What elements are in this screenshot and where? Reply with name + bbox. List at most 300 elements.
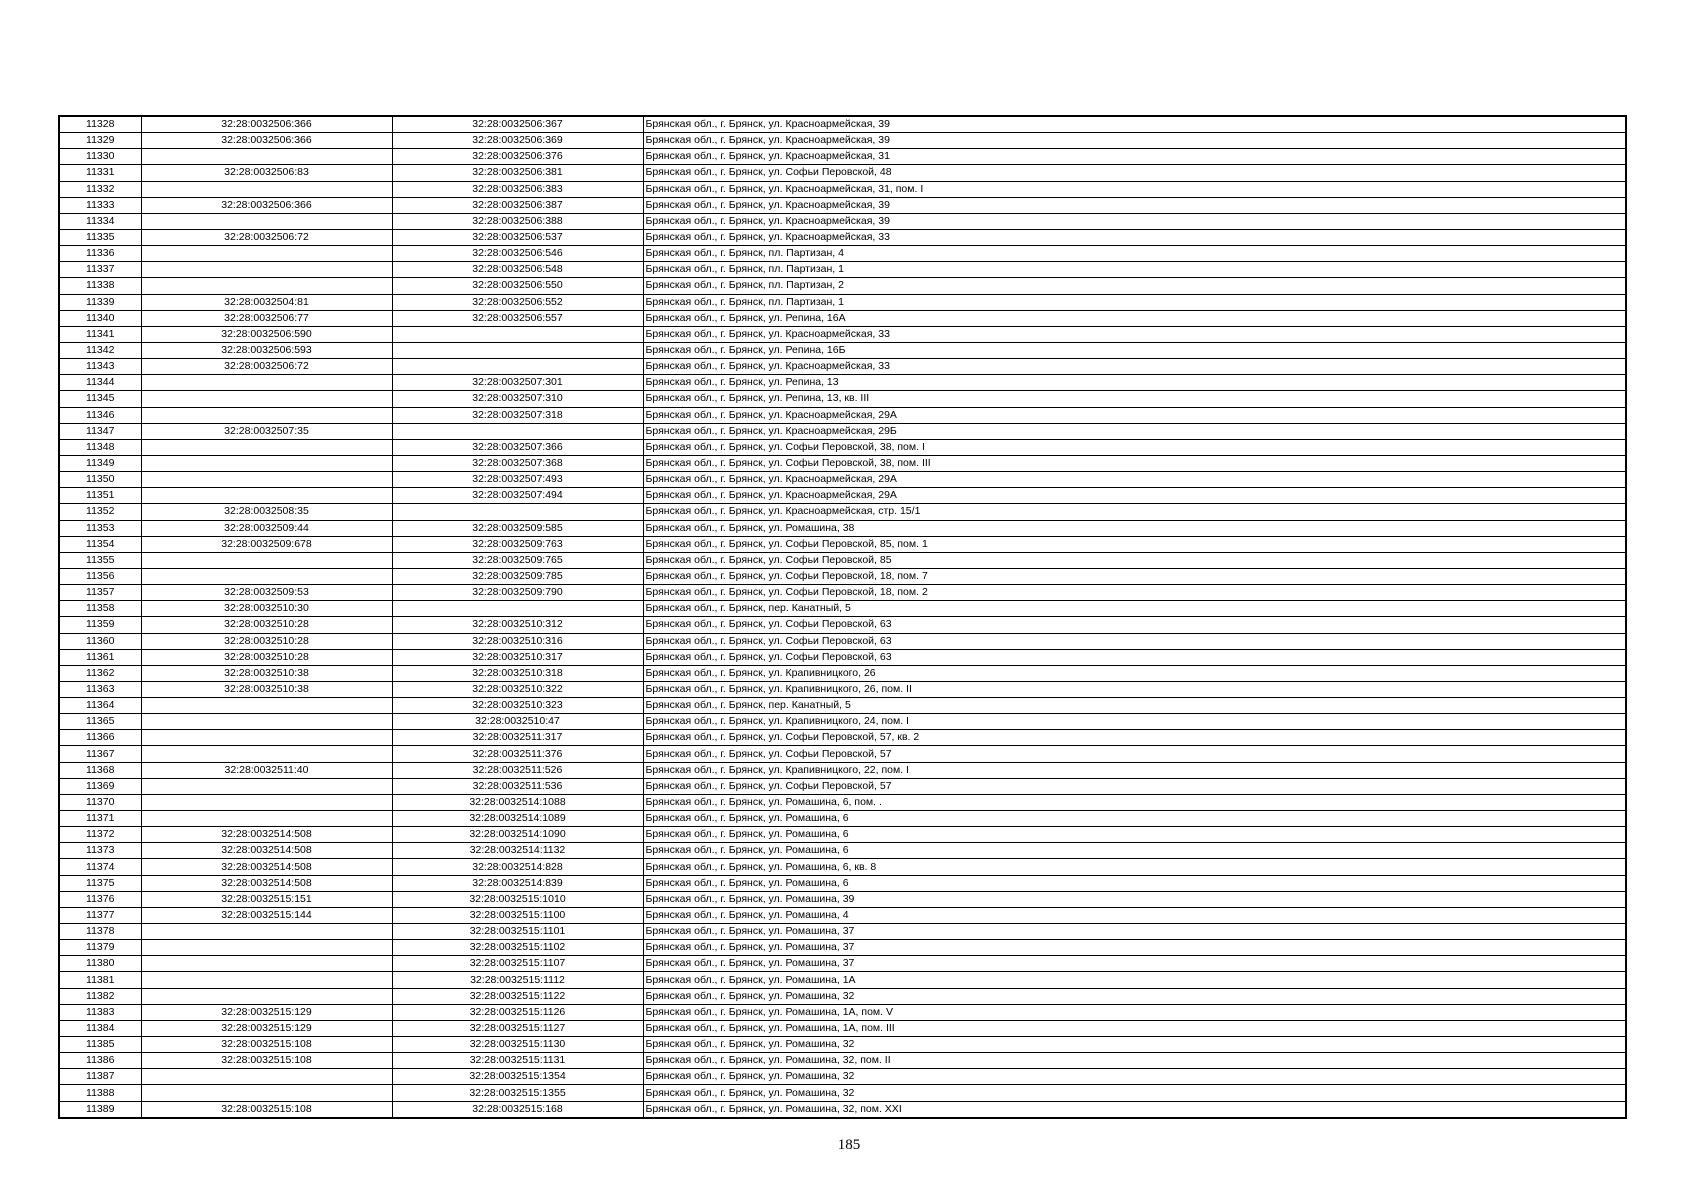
cadastral-number-cell: 32:28:0032511:526 <box>392 762 643 778</box>
parent-cadastral-number-cell <box>141 940 392 956</box>
row-number-cell: 11337 <box>59 262 141 278</box>
parent-cadastral-number-cell <box>141 1069 392 1085</box>
address-cell: Брянская обл., г. Брянск, ул. Ромашина, 32 <box>643 988 1626 1004</box>
address-cell: Брянская обл., г. Брянск, ул. Софьи Перовской, 63 <box>643 617 1626 633</box>
table-row <box>59 1004 1626 1020</box>
cadastral-number-cell: 32:28:0032514:1088 <box>392 794 643 810</box>
table-row <box>59 972 1626 988</box>
table-row <box>59 391 1626 407</box>
page-number: 185 <box>837 1137 861 1153</box>
table-row <box>59 681 1626 697</box>
cadastral-table <box>58 115 1627 1119</box>
table-row <box>59 601 1626 617</box>
row-number-cell: 11380 <box>59 956 141 972</box>
parent-cadastral-number-cell: 32:28:0032506:83 <box>141 165 392 181</box>
table-row <box>59 843 1626 859</box>
parent-cadastral-number-cell <box>141 746 392 762</box>
address-cell: Брянская обл., г. Брянск, ул. Ромашина, 4 <box>643 907 1626 923</box>
row-number-cell: 11366 <box>59 730 141 746</box>
table-row <box>59 504 1626 520</box>
row-number-cell: 11358 <box>59 601 141 617</box>
parent-cadastral-number-cell <box>141 472 392 488</box>
cadastral-number-cell: 32:28:0032507:366 <box>392 439 643 455</box>
table-row <box>59 633 1626 649</box>
parent-cadastral-number-cell <box>141 568 392 584</box>
parent-cadastral-number-cell <box>141 1085 392 1101</box>
table-row <box>59 698 1626 714</box>
table-row <box>59 714 1626 730</box>
cadastral-number-cell: 32:28:0032506:369 <box>392 133 643 149</box>
row-number-cell: 11353 <box>59 520 141 536</box>
row-number-cell: 11368 <box>59 762 141 778</box>
cadastral-number-cell: 32:28:0032509:765 <box>392 552 643 568</box>
cadastral-number-cell: 32:28:0032515:1100 <box>392 907 643 923</box>
cadastral-number-cell: 32:28:0032510:318 <box>392 665 643 681</box>
parent-cadastral-number-cell <box>141 956 392 972</box>
parent-cadastral-number-cell: 32:28:0032510:38 <box>141 681 392 697</box>
table-row <box>59 1037 1626 1053</box>
cadastral-number-cell: 32:28:0032506:383 <box>392 181 643 197</box>
row-number-cell: 11381 <box>59 972 141 988</box>
table-row <box>59 278 1626 294</box>
table-row <box>59 229 1626 245</box>
row-number-cell: 11367 <box>59 746 141 762</box>
address-cell: Брянская обл., г. Брянск, ул. Ромашина, 37 <box>643 956 1626 972</box>
address-cell: Брянская обл., г. Брянск, пл. Партизан, 1 <box>643 294 1626 310</box>
row-number-cell: 11339 <box>59 294 141 310</box>
cadastral-number-cell: 32:28:0032511:317 <box>392 730 643 746</box>
row-number-cell: 11352 <box>59 504 141 520</box>
address-cell: Брянская обл., г. Брянск, ул. Репина, 13, кв. III <box>643 391 1626 407</box>
cadastral-number-cell: 32:28:0032515:1102 <box>392 940 643 956</box>
cadastral-number-cell: 32:28:0032511:536 <box>392 778 643 794</box>
address-cell: Брянская обл., г. Брянск, ул. Крапивницкого, 26, пом. II <box>643 681 1626 697</box>
table-row <box>59 439 1626 455</box>
parent-cadastral-number-cell: 32:28:0032506:77 <box>141 310 392 326</box>
address-cell: Брянская обл., г. Брянск, ул. Ромашина, 1А, пом. V <box>643 1004 1626 1020</box>
parent-cadastral-number-cell: 32:28:0032506:590 <box>141 326 392 342</box>
cadastral-number-cell: 32:28:0032515:168 <box>392 1101 643 1118</box>
parent-cadastral-number-cell: 32:28:0032506:366 <box>141 133 392 149</box>
row-number-cell: 11384 <box>59 1020 141 1036</box>
address-cell: Брянская обл., г. Брянск, ул. Красноармейская, 39 <box>643 116 1626 133</box>
cadastral-number-cell: 32:28:0032514:839 <box>392 875 643 891</box>
table-row <box>59 133 1626 149</box>
address-cell: Брянская обл., г. Брянск, ул. Ромашина, 39 <box>643 891 1626 907</box>
cadastral-number-cell: 32:28:0032511:376 <box>392 746 643 762</box>
table-row <box>59 262 1626 278</box>
row-number-cell: 11341 <box>59 326 141 342</box>
address-cell: Брянская обл., г. Брянск, ул. Ромашина, 37 <box>643 924 1626 940</box>
address-cell: Брянская обл., г. Брянск, ул. Красноармейская, 31, пом. I <box>643 181 1626 197</box>
row-number-cell: 11359 <box>59 617 141 633</box>
table-row <box>59 472 1626 488</box>
address-cell: Брянская обл., г. Брянск, ул. Софьи Перовской, 38, пом. III <box>643 455 1626 471</box>
address-cell: Брянская обл., г. Брянск, ул. Ромашина, 6 <box>643 827 1626 843</box>
table-row <box>59 1020 1626 1036</box>
row-number-cell: 11377 <box>59 907 141 923</box>
address-cell: Брянская обл., г. Брянск, ул. Софьи Перовской, 63 <box>643 633 1626 649</box>
parent-cadastral-number-cell <box>141 778 392 794</box>
row-number-cell: 11383 <box>59 1004 141 1020</box>
table-row <box>59 568 1626 584</box>
address-cell: Брянская обл., г. Брянск, ул. Софьи Перовской, 57 <box>643 746 1626 762</box>
parent-cadastral-number-cell <box>141 924 392 940</box>
table-row <box>59 907 1626 923</box>
address-cell: Брянская обл., г. Брянск, ул. Ромашина, 6 <box>643 875 1626 891</box>
parent-cadastral-number-cell: 32:28:0032510:28 <box>141 649 392 665</box>
table-row <box>59 359 1626 375</box>
row-number-cell: 11360 <box>59 633 141 649</box>
address-cell: Брянская обл., г. Брянск, ул. Ромашина, 32, пом. II <box>643 1053 1626 1069</box>
address-cell: Брянская обл., г. Брянск, ул. Красноармейская, 29А <box>643 407 1626 423</box>
row-number-cell: 11363 <box>59 681 141 697</box>
row-number-cell: 11389 <box>59 1101 141 1118</box>
cadastral-number-cell: 32:28:0032506:387 <box>392 197 643 213</box>
address-cell: Брянская обл., г. Брянск, ул. Софьи Перовской, 85 <box>643 552 1626 568</box>
parent-cadastral-number-cell <box>141 149 392 165</box>
row-number-cell: 11338 <box>59 278 141 294</box>
parent-cadastral-number-cell: 32:28:0032515:108 <box>141 1053 392 1069</box>
row-number-cell: 11362 <box>59 665 141 681</box>
cadastral-number-cell: 32:28:0032515:1130 <box>392 1037 643 1053</box>
address-cell: Брянская обл., г. Брянск, ул. Красноармейская, 31 <box>643 149 1626 165</box>
cadastral-number-cell: 32:28:0032510:317 <box>392 649 643 665</box>
address-cell: Брянская обл., г. Брянск, ул. Крапивницкого, 22, пом. I <box>643 762 1626 778</box>
table-row <box>59 149 1626 165</box>
cadastral-number-cell: 32:28:0032509:763 <box>392 536 643 552</box>
cadastral-number-cell: 32:28:0032507:301 <box>392 375 643 391</box>
cadastral-number-cell: 32:28:0032507:310 <box>392 391 643 407</box>
cadastral-number-cell: 32:28:0032514:828 <box>392 859 643 875</box>
table-row <box>59 585 1626 601</box>
cadastral-number-cell: 32:28:0032515:1131 <box>392 1053 643 1069</box>
table-row <box>59 294 1626 310</box>
address-cell: Брянская обл., г. Брянск, ул. Крапивницкого, 24, пом. I <box>643 714 1626 730</box>
parent-cadastral-number-cell: 32:28:0032509:678 <box>141 536 392 552</box>
table-row <box>59 1069 1626 1085</box>
row-number-cell: 11376 <box>59 891 141 907</box>
table-row <box>59 552 1626 568</box>
address-cell: Брянская обл., г. Брянск, пер. Канатный, 5 <box>643 698 1626 714</box>
parent-cadastral-number-cell <box>141 972 392 988</box>
cadastral-number-cell <box>392 342 643 358</box>
parent-cadastral-number-cell: 32:28:0032504:81 <box>141 294 392 310</box>
table-row <box>59 520 1626 536</box>
address-cell: Брянская обл., г. Брянск, ул. Ромашина, 32 <box>643 1085 1626 1101</box>
table-row <box>59 165 1626 181</box>
address-cell: Брянская обл., г. Брянск, ул. Красноармейская, 29Б <box>643 423 1626 439</box>
table-row <box>59 488 1626 504</box>
cadastral-number-cell: 32:28:0032514:1089 <box>392 811 643 827</box>
cadastral-number-cell <box>392 423 643 439</box>
table-row <box>59 746 1626 762</box>
table-row <box>59 375 1626 391</box>
address-cell: Брянская обл., г. Брянск, ул. Репина, 16А <box>643 310 1626 326</box>
parent-cadastral-number-cell: 32:28:0032509:53 <box>141 585 392 601</box>
parent-cadastral-number-cell <box>141 794 392 810</box>
row-number-cell: 11331 <box>59 165 141 181</box>
table-row <box>59 246 1626 262</box>
row-number-cell: 11342 <box>59 342 141 358</box>
parent-cadastral-number-cell: 32:28:0032514:508 <box>141 827 392 843</box>
row-number-cell: 11371 <box>59 811 141 827</box>
address-cell: Брянская обл., г. Брянск, ул. Красноармейская, 39 <box>643 133 1626 149</box>
table-row <box>59 326 1626 342</box>
table-row <box>59 455 1626 471</box>
address-cell: Брянская обл., г. Брянск, ул. Ромашина, 6 <box>643 843 1626 859</box>
address-cell: Брянская обл., г. Брянск, ул. Ромашина, 6 <box>643 811 1626 827</box>
cadastral-number-cell: 32:28:0032506:548 <box>392 262 643 278</box>
cadastral-number-cell: 32:28:0032514:1090 <box>392 827 643 843</box>
table-row <box>59 875 1626 891</box>
table-row <box>59 762 1626 778</box>
parent-cadastral-number-cell: 32:28:0032514:508 <box>141 875 392 891</box>
row-number-cell: 11374 <box>59 859 141 875</box>
row-number-cell: 11369 <box>59 778 141 794</box>
table-row <box>59 213 1626 229</box>
parent-cadastral-number-cell: 32:28:0032506:72 <box>141 359 392 375</box>
address-cell: Брянская обл., г. Брянск, ул. Ромашина, 32, пом. XXI <box>643 1101 1626 1118</box>
address-cell: Брянская обл., г. Брянск, пл. Партизан, 1 <box>643 262 1626 278</box>
parent-cadastral-number-cell: 32:28:0032510:28 <box>141 617 392 633</box>
cadastral-number-cell <box>392 359 643 375</box>
address-cell: Брянская обл., г. Брянск, ул. Красноармейская, 29А <box>643 472 1626 488</box>
row-number-cell: 11387 <box>59 1069 141 1085</box>
cadastral-number-cell: 32:28:0032507:493 <box>392 472 643 488</box>
table-row <box>59 827 1626 843</box>
address-cell: Брянская обл., г. Брянск, ул. Софьи Перовской, 18, пом. 7 <box>643 568 1626 584</box>
cadastral-number-cell <box>392 601 643 617</box>
row-number-cell: 11340 <box>59 310 141 326</box>
table-row <box>59 956 1626 972</box>
parent-cadastral-number-cell <box>141 698 392 714</box>
row-number-cell: 11382 <box>59 988 141 1004</box>
cadastral-number-cell: 32:28:0032506:537 <box>392 229 643 245</box>
cadastral-number-cell <box>392 326 643 342</box>
address-cell: Брянская обл., г. Брянск, ул. Красноармейская, 33 <box>643 229 1626 245</box>
row-number-cell: 11386 <box>59 1053 141 1069</box>
cadastral-number-cell: 32:28:0032515:1101 <box>392 924 643 940</box>
address-cell: Брянская обл., г. Брянск, ул. Красноармейская, 33 <box>643 326 1626 342</box>
address-cell: Брянская обл., г. Брянск, ул. Ромашина, 32 <box>643 1069 1626 1085</box>
row-number-cell: 11355 <box>59 552 141 568</box>
row-number-cell: 11346 <box>59 407 141 423</box>
parent-cadastral-number-cell: 32:28:0032515:129 <box>141 1020 392 1036</box>
parent-cadastral-number-cell: 32:28:0032515:129 <box>141 1004 392 1020</box>
parent-cadastral-number-cell: 32:28:0032515:108 <box>141 1101 392 1118</box>
cadastral-number-cell: 32:28:0032515:1126 <box>392 1004 643 1020</box>
parent-cadastral-number-cell <box>141 262 392 278</box>
row-number-cell: 11343 <box>59 359 141 375</box>
cadastral-number-cell: 32:28:0032515:1354 <box>392 1069 643 1085</box>
parent-cadastral-number-cell: 32:28:0032515:151 <box>141 891 392 907</box>
parent-cadastral-number-cell <box>141 246 392 262</box>
table-row <box>59 1053 1626 1069</box>
cadastral-number-cell: 32:28:0032509:585 <box>392 520 643 536</box>
parent-cadastral-number-cell <box>141 488 392 504</box>
parent-cadastral-number-cell <box>141 439 392 455</box>
row-number-cell: 11348 <box>59 439 141 455</box>
cadastral-number-cell: 32:28:0032510:323 <box>392 698 643 714</box>
row-number-cell: 11351 <box>59 488 141 504</box>
cadastral-number-cell: 32:28:0032515:1355 <box>392 1085 643 1101</box>
address-cell: Брянская обл., г. Брянск, ул. Крапивницкого, 26 <box>643 665 1626 681</box>
cadastral-number-cell: 32:28:0032506:552 <box>392 294 643 310</box>
parent-cadastral-number-cell <box>141 375 392 391</box>
row-number-cell: 11365 <box>59 714 141 730</box>
table-row <box>59 1101 1626 1118</box>
row-number-cell: 11372 <box>59 827 141 843</box>
table-row <box>59 730 1626 746</box>
parent-cadastral-number-cell: 32:28:0032506:366 <box>141 197 392 213</box>
cadastral-number-cell: 32:28:0032510:312 <box>392 617 643 633</box>
cadastral-number-cell: 32:28:0032506:376 <box>392 149 643 165</box>
row-number-cell: 11370 <box>59 794 141 810</box>
cadastral-number-cell: 32:28:0032507:494 <box>392 488 643 504</box>
address-cell: Брянская обл., г. Брянск, пл. Партизан, 4 <box>643 246 1626 262</box>
cadastral-number-cell: 32:28:0032515:1107 <box>392 956 643 972</box>
cadastral-number-cell: 32:28:0032515:1010 <box>392 891 643 907</box>
parent-cadastral-number-cell: 32:28:0032511:40 <box>141 762 392 778</box>
address-cell: Брянская обл., г. Брянск, ул. Софьи Перовской, 38, пом. I <box>643 439 1626 455</box>
table-row <box>59 181 1626 197</box>
parent-cadastral-number-cell: 32:28:0032510:28 <box>141 633 392 649</box>
table-row <box>59 536 1626 552</box>
parent-cadastral-number-cell: 32:28:0032506:72 <box>141 229 392 245</box>
address-cell: Брянская обл., г. Брянск, ул. Репина, 13 <box>643 375 1626 391</box>
parent-cadastral-number-cell: 32:28:0032510:38 <box>141 665 392 681</box>
parent-cadastral-number-cell <box>141 988 392 1004</box>
row-number-cell: 11379 <box>59 940 141 956</box>
table-row <box>59 940 1626 956</box>
cadastral-number-cell: 32:28:0032506:388 <box>392 213 643 229</box>
table-row <box>59 924 1626 940</box>
table-row <box>59 310 1626 326</box>
row-number-cell: 11345 <box>59 391 141 407</box>
parent-cadastral-number-cell: 32:28:0032506:593 <box>141 342 392 358</box>
cadastral-number-cell: 32:28:0032510:316 <box>392 633 643 649</box>
address-cell: Брянская обл., г. Брянск, ул. Ромашина, 37 <box>643 940 1626 956</box>
cadastral-number-cell: 32:28:0032506:381 <box>392 165 643 181</box>
address-cell: Брянская обл., г. Брянск, ул. Ромашина, 32 <box>643 1037 1626 1053</box>
row-number-cell: 11373 <box>59 843 141 859</box>
row-number-cell: 11336 <box>59 246 141 262</box>
row-number-cell: 11364 <box>59 698 141 714</box>
parent-cadastral-number-cell: 32:28:0032507:35 <box>141 423 392 439</box>
cadastral-number-cell: 32:28:0032509:785 <box>392 568 643 584</box>
cadastral-number-cell: 32:28:0032506:546 <box>392 246 643 262</box>
parent-cadastral-number-cell: 32:28:0032509:44 <box>141 520 392 536</box>
row-number-cell: 11388 <box>59 1085 141 1101</box>
table-row <box>59 1085 1626 1101</box>
table-row <box>59 778 1626 794</box>
table-row <box>59 423 1626 439</box>
address-cell: Брянская обл., г. Брянск, ул. Красноармейская, стр. 15/1 <box>643 504 1626 520</box>
cadastral-number-cell: 32:28:0032509:790 <box>392 585 643 601</box>
parent-cadastral-number-cell <box>141 391 392 407</box>
address-cell: Брянская обл., г. Брянск, ул. Софьи Перовской, 85, пом. 1 <box>643 536 1626 552</box>
address-cell: Брянская обл., г. Брянск, ул. Репина, 16Б <box>643 342 1626 358</box>
parent-cadastral-number-cell <box>141 714 392 730</box>
address-cell: Брянская обл., г. Брянск, ул. Красноармейская, 39 <box>643 197 1626 213</box>
table-row <box>59 116 1626 133</box>
parent-cadastral-number-cell: 32:28:0032515:108 <box>141 1037 392 1053</box>
cadastral-number-cell: 32:28:0032506:367 <box>392 116 643 133</box>
table-row <box>59 197 1626 213</box>
parent-cadastral-number-cell <box>141 730 392 746</box>
address-cell: Брянская обл., г. Брянск, ул. Софьи Перовской, 57, кв. 2 <box>643 730 1626 746</box>
parent-cadastral-number-cell: 32:28:0032508:35 <box>141 504 392 520</box>
row-number-cell: 11350 <box>59 472 141 488</box>
address-cell: Брянская обл., г. Брянск, ул. Софьи Перовской, 57 <box>643 778 1626 794</box>
table-row <box>59 859 1626 875</box>
table-row <box>59 891 1626 907</box>
parent-cadastral-number-cell: 32:28:0032515:144 <box>141 907 392 923</box>
cadastral-number-cell: 32:28:0032507:368 <box>392 455 643 471</box>
row-number-cell: 11334 <box>59 213 141 229</box>
parent-cadastral-number-cell <box>141 278 392 294</box>
cadastral-number-cell: 32:28:0032514:1132 <box>392 843 643 859</box>
cadastral-number-cell: 32:28:0032506:550 <box>392 278 643 294</box>
parent-cadastral-number-cell: 32:28:0032510:30 <box>141 601 392 617</box>
cadastral-number-cell: 32:28:0032507:318 <box>392 407 643 423</box>
parent-cadastral-number-cell: 32:28:0032514:508 <box>141 859 392 875</box>
table-row <box>59 407 1626 423</box>
row-number-cell: 11330 <box>59 149 141 165</box>
cadastral-number-cell <box>392 504 643 520</box>
parent-cadastral-number-cell <box>141 455 392 471</box>
parent-cadastral-number-cell: 32:28:0032514:508 <box>141 843 392 859</box>
row-number-cell: 11332 <box>59 181 141 197</box>
address-cell: Брянская обл., г. Брянск, ул. Софьи Перовской, 63 <box>643 649 1626 665</box>
parent-cadastral-number-cell <box>141 181 392 197</box>
table-row <box>59 665 1626 681</box>
address-cell: Брянская обл., г. Брянск, ул. Красноармейская, 29А <box>643 488 1626 504</box>
cadastral-number-cell: 32:28:0032510:322 <box>392 681 643 697</box>
row-number-cell: 11378 <box>59 924 141 940</box>
parent-cadastral-number-cell <box>141 407 392 423</box>
table-row <box>59 811 1626 827</box>
address-cell: Брянская обл., г. Брянск, ул. Ромашина, 1А <box>643 972 1626 988</box>
table-row <box>59 794 1626 810</box>
table-row <box>59 342 1626 358</box>
cadastral-number-cell: 32:28:0032510:47 <box>392 714 643 730</box>
table-row <box>59 617 1626 633</box>
cadastral-number-cell: 32:28:0032515:1127 <box>392 1020 643 1036</box>
row-number-cell: 11354 <box>59 536 141 552</box>
row-number-cell: 11333 <box>59 197 141 213</box>
table-row <box>59 988 1626 1004</box>
address-cell: Брянская обл., г. Брянск, ул. Ромашина, 6, пом. . <box>643 794 1626 810</box>
address-cell: Брянская обл., г. Брянск, пл. Партизан, 2 <box>643 278 1626 294</box>
row-number-cell: 11329 <box>59 133 141 149</box>
cadastral-number-cell: 32:28:0032515:1112 <box>392 972 643 988</box>
cadastral-number-cell: 32:28:0032515:1122 <box>392 988 643 1004</box>
row-number-cell: 11335 <box>59 229 141 245</box>
parent-cadastral-number-cell <box>141 552 392 568</box>
address-cell: Брянская обл., г. Брянск, ул. Софьи Перовской, 18, пом. 2 <box>643 585 1626 601</box>
address-cell: Брянская обл., г. Брянск, ул. Красноармейская, 39 <box>643 213 1626 229</box>
parent-cadastral-number-cell <box>141 811 392 827</box>
parent-cadastral-number-cell <box>141 213 392 229</box>
cadastral-number-cell: 32:28:0032506:557 <box>392 310 643 326</box>
row-number-cell: 11347 <box>59 423 141 439</box>
row-number-cell: 11349 <box>59 455 141 471</box>
row-number-cell: 11357 <box>59 585 141 601</box>
address-cell: Брянская обл., г. Брянск, ул. Ромашина, 6, кв. 8 <box>643 859 1626 875</box>
row-number-cell: 11356 <box>59 568 141 584</box>
